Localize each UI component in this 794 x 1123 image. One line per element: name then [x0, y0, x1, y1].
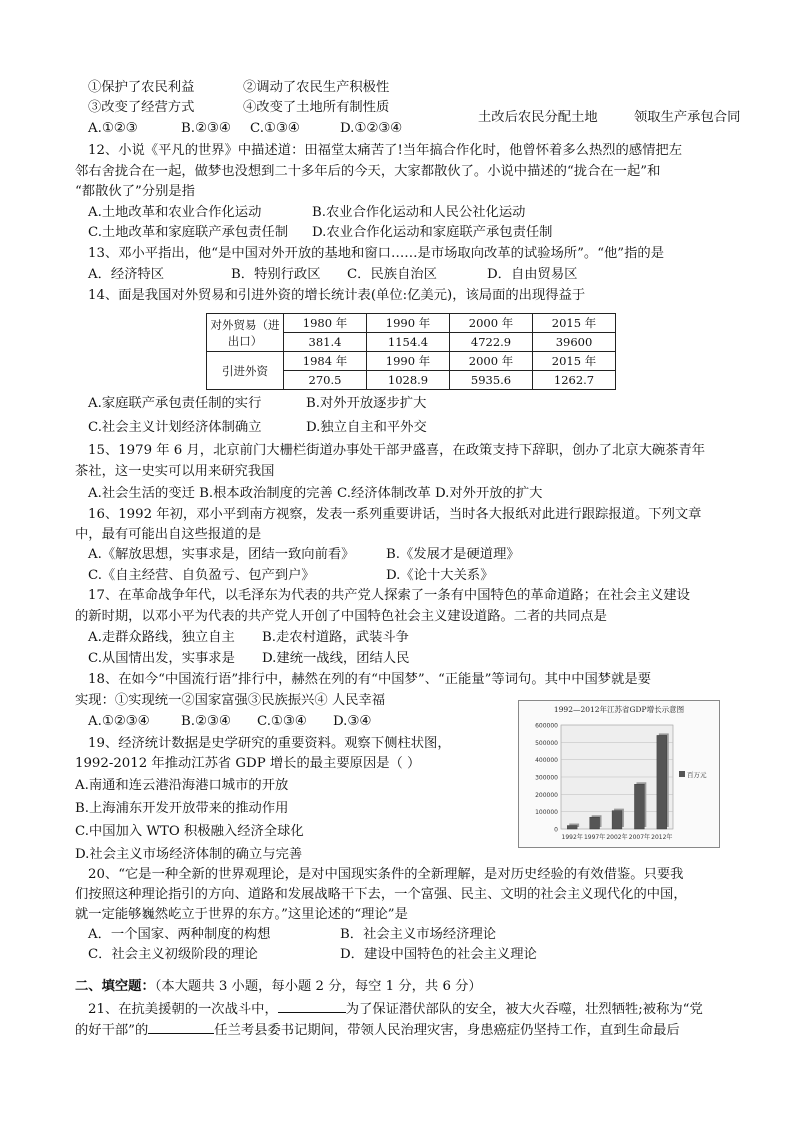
q15-stem-1: 15、1979 年 6 月，北京前门大栅栏街道办事处干部尹盛喜，在政策支持下辞职，创办了北京大碗茶青年 [88, 443, 706, 458]
q18-choice-b: B.②③④ [181, 714, 231, 729]
table-cell: 2000 年 [450, 352, 533, 371]
q11-caption-right: 领取生产承包合同 [634, 110, 741, 125]
q17-stem-1: 17、在革命战争年代，以毛泽东为代表的共产党人探索了一条有中国特色的革命道路；在社会主义建设 [88, 588, 690, 603]
q20-choice-c: C．社会主义初级阶段的理论 [88, 947, 258, 962]
chart-bar [612, 811, 622, 829]
section-2-heading [75, 978, 482, 996]
q21-blank-1[interactable] [278, 1000, 346, 1013]
q11-option-1: ①保护了农民利益 [88, 80, 195, 95]
q21-line-2 [75, 1021, 680, 1040]
chart-y-tick-label: 100000 [535, 809, 558, 817]
q19-choice-b: B.上海浦东开发开放带来的推动作用 [75, 801, 289, 816]
q16-choice-b: B.《发展才是硬道理》 [386, 547, 520, 562]
q17-choice-b: B.走农村道路，武装斗争 [262, 630, 409, 645]
q12-choice-d: D.农业合作化运动和家庭联产承包责任制 [312, 225, 553, 240]
q12-stem-3: “都散伙了”分别是指 [75, 184, 195, 199]
q13-choice-b: B．特别行政区 [231, 267, 321, 282]
q21-part-2: 为了保证潜伏部队的安全，被大火吞噬，壮烈牺牲;被称为“党 [345, 1002, 703, 1017]
chart-x-tick-label: 2007年 [628, 834, 651, 841]
q11-caption-left: 土改后农民分配土地 [478, 110, 598, 125]
q11-option-2: ②调动了农民生产积极性 [243, 80, 390, 95]
q20-choice-b: B．社会主义市场经济理论 [340, 927, 497, 942]
q11-choice-c: C.①③④ [250, 121, 300, 136]
q11-option-4: ④改变了土地所有制性质 [243, 100, 390, 115]
q19-choice-d: D.社会主义市场经济体制的确立与完善 [75, 847, 303, 862]
q20-choice-d: D．建设中国特色的社会主义理论 [340, 947, 537, 962]
table-cell: 270.5 [284, 371, 367, 390]
table-row-label: 对外贸易（进出口） [207, 314, 284, 352]
q13-choice-d: D．自由贸易区 [487, 267, 578, 282]
table-cell: 5935.6 [450, 371, 533, 390]
q14-choice-a: A.家庭联产承包责任制的实行 [88, 396, 262, 411]
chart-bar [634, 784, 644, 829]
chart-x-tick-label: 2002年 [606, 834, 628, 841]
q16-choice-d: D.《论十大关系》 [386, 568, 494, 583]
q11-option-3: ③改变了经营方式 [88, 100, 195, 115]
q19-choice-a: A.南通和连云港沿海港口城市的开放 [75, 778, 289, 793]
q17-choice-c: C.从国情出发，实事求是 [88, 651, 235, 666]
q14-statistics-table [206, 313, 616, 390]
q20-stem-1: 20、“它是一种全新的世界观理论，是对中国现实条件的全新理解，是对历史经验的有效借鉴。只要我 [88, 867, 684, 882]
q12-choice-a: A.土地改革和农业合作化运动 [88, 205, 262, 220]
q16-stem-2: 中，最有可能出自这些报道的是 [75, 527, 262, 542]
q21-line-1 [88, 1000, 703, 1019]
q21-part-1: 21、在抗美援朝的一次战斗中， [88, 1002, 278, 1017]
q20-stem-2: 们按照这种理论指引的方向、道路和发展战略干下去，一个富强、民主、文明的社会主义现代化的中国， [75, 887, 687, 902]
q16-choice-a: A.《解放思想，实事求是，团结一致向前看》 [88, 547, 355, 562]
table-cell: 1262.7 [533, 371, 616, 390]
q12-choice-c: C.土地改革和家庭联产承包责任制 [88, 225, 289, 240]
q14-choice-c: C.社会主义计划经济体制确立 [88, 420, 262, 435]
chart-title: 1992—2012年江苏省GDP增长示意图 [553, 705, 685, 714]
table-cell: 1984 年 [284, 352, 367, 371]
chart-bar [657, 735, 667, 829]
gdp-bar-chart [518, 700, 720, 848]
q12-stem-2: 邻右舍拢合在一起，做梦也没想到二十多年后的今天，大家都散伙了。小说中描述的“拢合在一起”和 [75, 164, 661, 179]
table-cell: 1990 年 [367, 352, 450, 371]
chart-y-tick-label: 600000 [535, 722, 558, 730]
table-cell: 381.4 [284, 333, 367, 352]
q17-choice-d: D.建统一战线，团结人民 [262, 651, 410, 666]
q19-choice-c: C.中国加入 WTO 积极融入经济全球化 [75, 824, 304, 839]
table-row-label: 引进外资 [207, 352, 284, 390]
q19-stem-1: 19、经济统计数据是史学研究的重要资料。观察下侧柱状图， [88, 736, 451, 751]
section-2-title: 二、填空题： [75, 979, 155, 994]
q11-choice-b: B.②③④ [181, 121, 231, 136]
chart-x-tick-label: 1997年 [583, 834, 606, 841]
chart-y-tick-label: 500000 [535, 739, 558, 747]
q14-stem: 14、面是我国对外贸易和引进外资的增长统计表(单位:亿美元)，该局面的出现得益于 [88, 288, 586, 303]
gdp-chart-svg [519, 701, 719, 847]
q19-stem-2: 1992-2012 年推动江苏省 GDP 增长的最主要原因是（ ） [75, 756, 421, 771]
table-cell: 2000 年 [450, 314, 533, 333]
q16-choice-c: C.《自主经营、自负盈亏、包产到户》 [88, 568, 315, 583]
chart-bar [567, 826, 577, 829]
q12-choice-b: B.农业合作化运动和人民公社化运动 [312, 205, 526, 220]
q15-stem-2: 茶社，这一史实可以用来研究我国 [75, 464, 275, 479]
q20-choice-a: A．一个国家、两种制度的构想 [88, 927, 271, 942]
q21-part-4: 任兰考县委书记期间，带领人民治理灾害，身患癌症仍坚持工作，直到生命最后 [214, 1023, 680, 1038]
q13-choice-a: A．经济特区 [88, 267, 165, 282]
chart-bar [590, 817, 600, 829]
chart-legend-label: 百万元 [687, 771, 707, 779]
q18-stem-1: 18、在如今“中国流行语”排行中，赫然在列的有“中国梦”、“正能量”等词句。其中中国梦就是要 [88, 672, 651, 687]
table-cell: 1154.4 [367, 333, 450, 352]
q18-stem-2: 实现：①实现统一②国家富强③民族振兴④ 人民幸福 [75, 693, 386, 708]
q13-stem: 13、邓小平指出，他“是中国对外开放的基地和窗口……是市场取向改革的试验场所”。“他”指的是 [88, 246, 664, 261]
chart-y-tick-label: 200000 [535, 791, 558, 799]
q18-choice-d: D.③④ [333, 714, 372, 729]
q17-choice-a: A.走群众路线，独立自主 [88, 630, 235, 645]
table-cell: 4722.9 [450, 333, 533, 352]
table-cell: 1980 年 [284, 314, 367, 333]
chart-y-tick-label: 300000 [535, 774, 558, 782]
q17-stem-2: 的新时期，以邓小平为代表的共产党人开创了中国特色社会主义建设道路。二者的共同点是 [75, 609, 607, 624]
q13-choice-c: C．民族自治区 [347, 267, 437, 282]
table-cell: 1028.9 [367, 371, 450, 390]
chart-y-tick-label: 400000 [535, 757, 558, 765]
table-cell: 2015 年 [533, 314, 616, 333]
q18-choice-c: C.①③④ [257, 714, 307, 729]
q21-part-3: 的好干部”的 [75, 1023, 149, 1038]
chart-x-tick-label: 2012年 [651, 834, 673, 841]
q11-choice-a: A.①②③ [88, 121, 138, 136]
q14-choice-b: B.对外开放逐步扩大 [306, 396, 427, 411]
chart-legend-swatch [679, 771, 685, 777]
section-2-note: （本大题共 3 小题，每小题 2 分，每空 1 分，共 6 分） [154, 979, 482, 994]
chart-x-tick-label: 1992年 [561, 834, 583, 841]
chart-y-tick-label: 0 [554, 826, 558, 834]
table-cell: 2015 年 [533, 352, 616, 371]
q18-choice-a: A.①②③④ [88, 714, 150, 729]
q15-choices: A.社会生活的变迁 B.根本政治制度的完善 C.经济体制改革 D.对外开放的扩大 [88, 486, 543, 501]
q20-stem-3: 就一定能够巍然屹立于世界的东方。”这里论述的“理论”是 [75, 907, 408, 922]
table-cell: 1990 年 [367, 314, 450, 333]
q16-stem-1: 16、1992 年初，邓小平到南方视察，发表一系列重要讲话，当时各大报纸对此进行跟踪报道。下列文章 [88, 507, 702, 522]
q14-choice-d: D.独立自主和平外交 [306, 420, 427, 435]
q12-stem-1: 12、小说《平凡的世界》中描述道：田福堂太痛苦了!当年搞合作化时，他曾怀着多么热烈的感情把左 [88, 143, 683, 158]
q11-choice-d: D.①②③④ [340, 121, 403, 136]
table-cell: 39600 [533, 333, 616, 352]
q21-blank-2[interactable] [148, 1021, 214, 1034]
